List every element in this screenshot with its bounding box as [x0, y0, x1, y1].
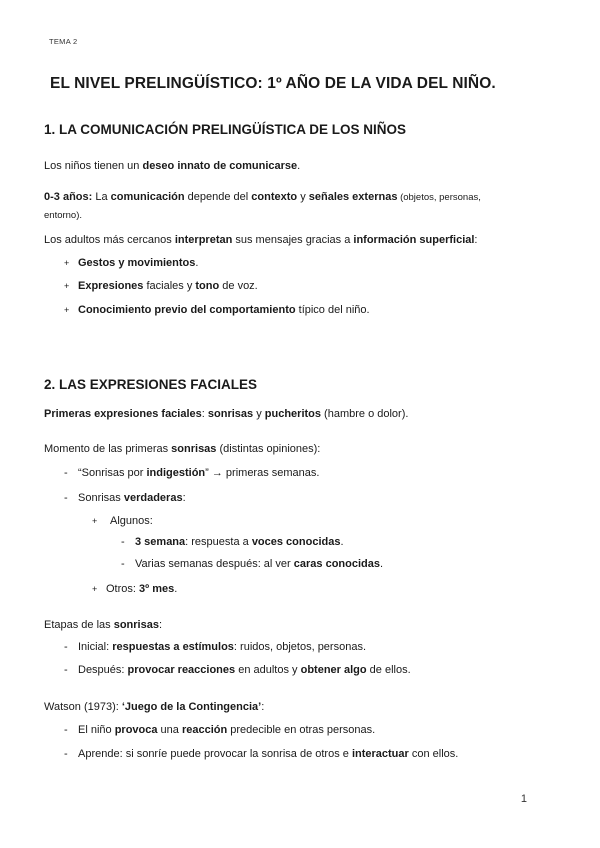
- plus-bullet-icon: +: [64, 281, 70, 291]
- paragraph: 0-3 años: La comunicación depende del contexto y señales externas (objetos, personas,: [44, 191, 481, 203]
- paragraph: Primeras expresiones faciales: sonrisas y pucheritos (hambre o dolor).: [44, 408, 409, 420]
- list-item: + Expresiones faciales y tono de voz.: [64, 280, 258, 292]
- list-item: - Inicial: respuestas a estímulos: ruidos, objetos, personas.: [64, 641, 366, 653]
- list-item: - Después: provocar reacciones en adultos y obtener algo de ellos.: [64, 664, 411, 676]
- list-item: - Varias semanas después: al ver caras conocidas.: [121, 558, 384, 570]
- list-item: + Conocimiento previo del comportamiento típico del niño.: [64, 304, 370, 316]
- page-number: 1: [520, 793, 527, 805]
- paragraph: Etapas de las sonrisas:: [44, 619, 163, 631]
- paragraph: Los niños tienen un deseo innato de comunicarse.: [44, 160, 301, 172]
- list-item: - Aprende: si sonríe puede provocar la sonrisa de otros e interactuar con ellos.: [64, 748, 459, 760]
- list-item: - “Sonrisas por indigestión” → primeras semanas.: [64, 467, 320, 479]
- list-item: + Gestos y movimientos.: [64, 257, 199, 269]
- section-2-heading: 2. LAS EXPRESIONES FACIALES: [44, 377, 258, 392]
- paragraph: Momento de las primeras sonrisas (distintas opiniones):: [44, 443, 321, 455]
- list-item: + Otros: 3º mes.: [92, 583, 178, 595]
- list-item: - 3 semana: respuesta a voces conocidas.: [121, 536, 344, 548]
- paragraph: Los adultos más cercanos interpretan sus mensajes gracias a información superficial:: [44, 234, 478, 246]
- plus-bullet-icon: +: [64, 305, 70, 315]
- plus-bullet-icon: +: [92, 516, 98, 526]
- paragraph: Watson (1973): ‘Juego de la Contingencia’:: [44, 701, 265, 713]
- plus-bullet-icon: +: [64, 258, 70, 268]
- list-item: + Algunos:: [92, 515, 153, 527]
- page-title: EL NIVEL PRELINGÜÍSTICO: 1º AÑO DE LA VIDA DEL NIÑO.: [50, 75, 496, 92]
- section-1-heading: 1. LA COMUNICACIÓN PRELINGÜÍSTICA DE LOS NIÑOS: [44, 122, 407, 137]
- list-item: - Sonrisas verdaderas:: [64, 492, 186, 504]
- paragraph-continuation: entorno).: [44, 210, 83, 221]
- document-header: TEMA 2: [49, 37, 78, 46]
- plus-bullet-icon: +: [92, 584, 98, 594]
- list-item: - El niño provoca una reacción predecible en otras personas.: [64, 724, 376, 736]
